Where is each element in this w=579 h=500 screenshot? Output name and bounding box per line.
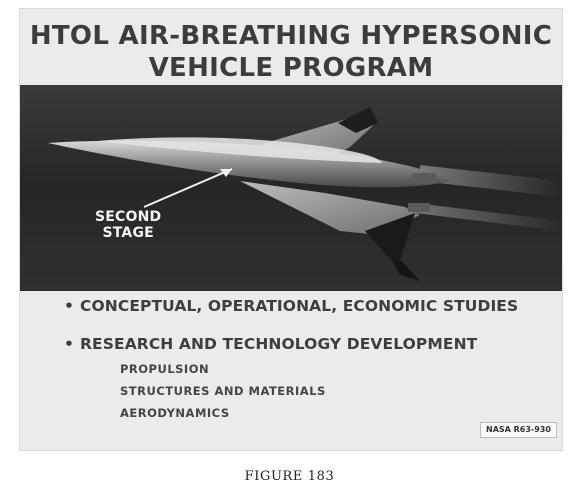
second-stage-label: SECOND STAGE xyxy=(95,209,162,241)
title-line-1: HTOL AIR-BREATHING HYPERSONIC xyxy=(29,21,553,51)
bullet-point: • xyxy=(64,297,75,315)
sub-item-propulsion: PROPULSION xyxy=(120,362,210,376)
bullet-text: CONCEPTUAL, OPERATIONAL, ECONOMIC STUDIES xyxy=(80,297,519,315)
aircraft-photo xyxy=(20,85,562,291)
figure-caption: FIGURE 183 xyxy=(244,469,335,484)
bullet-point: • xyxy=(64,335,75,353)
sub-item-structures: STRUCTURES AND MATERIALS xyxy=(120,384,326,398)
sub-item-aerodynamics: AERODYNAMICS xyxy=(120,406,230,420)
title-line-2: VEHICLE PROGRAM xyxy=(148,53,434,83)
slide-panel xyxy=(19,8,563,451)
bullet-item xyxy=(64,334,518,424)
slide-title xyxy=(20,20,562,84)
aircraft-illustration xyxy=(20,85,562,291)
sub-list xyxy=(120,358,518,424)
bullet-item xyxy=(64,296,518,316)
bullet-text: RESEARCH AND TECHNOLOGY DEVELOPMENT xyxy=(80,335,478,353)
nasa-reference-number: NASA R63-930 xyxy=(480,422,557,438)
bullet-list xyxy=(64,296,518,442)
